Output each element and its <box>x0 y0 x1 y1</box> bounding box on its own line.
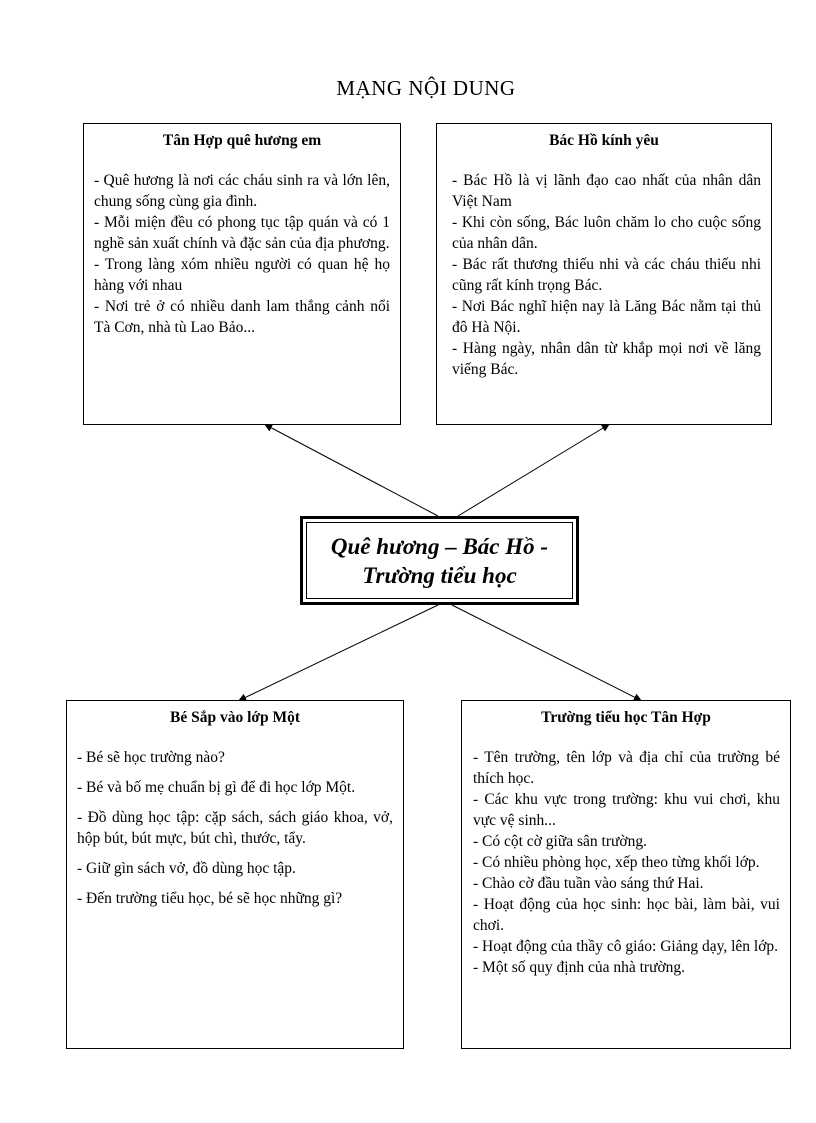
list-item: - Trong làng xóm nhiều người có quan hệ họ hàng với nhau <box>94 256 390 294</box>
central-topic-line-1: Quê hương – Bác Hồ - <box>330 533 549 559</box>
list-item: - Đến trường tiểu học, bé sẽ học những gì? <box>77 890 343 907</box>
box-be-vao-lop-mot <box>66 700 404 1049</box>
list-item: - Chào cờ đầu tuần vào sáng thứ Hai. <box>473 875 704 892</box>
list-item: - Bác Hồ là vị lãnh đạo cao nhất của nhân dân Việt Nam <box>452 172 761 210</box>
list-item: - Bé sẽ học trường nào? <box>77 749 225 766</box>
list-item: - Nơi trẻ ở có nhiều danh lam thắng cảnh nổi Tà Cơn, nhà tù Lao Bảo... <box>94 298 390 336</box>
box-que-huong <box>83 123 401 425</box>
list-item: - Nơi Bác nghĩ hiện nay là Lăng Bác nằm tại thủ đô Hà Nội. <box>452 298 761 336</box>
list-item: - Bác rất thương thiếu nhi và các cháu thiếu nhi cũng rất kính trọng Bác. <box>452 256 761 294</box>
box-truong-tieu-hoc <box>461 700 791 1049</box>
list-item: - Có cột cờ giữa sân trường. <box>473 833 647 850</box>
central-topic <box>300 516 579 605</box>
central-topic-line-2: Trường tiểu học <box>362 562 517 588</box>
list-item: - Các khu vực trong trường: khu vui chơi, khu vực vệ sinh... <box>473 791 780 829</box>
arrow-to-top-right <box>458 425 608 516</box>
box-title: Trường tiểu học Tân Hợp <box>541 709 711 726</box>
list-item: - Hoạt động của học sinh: học bài, làm bài, vui chơi. <box>473 896 780 934</box>
arrow-to-bottom-left <box>240 605 438 700</box>
box-bac-ho <box>436 123 772 425</box>
list-item: - Hàng ngày, nhân dân từ khắp mọi nơi về lăng viếng Bác. <box>452 340 761 378</box>
list-item: - Mỗi miện đều có phong tục tập quán và có 1 nghề sản xuất chính và đặc sản của địa phương. <box>94 214 390 252</box>
list-item: - Một số quy định của nhà trường. <box>473 959 686 976</box>
list-item: - Tên trường, tên lớp và địa chỉ của trường bé thích học. <box>473 749 780 787</box>
page-title: MẠNG NỘI DUNG <box>336 76 516 100</box>
list-item: - Hoạt động của thầy cô giáo: Giảng dạy, lên lớp. <box>473 938 779 955</box>
list-item: - Có nhiều phòng học, xếp theo từng khối lớp. <box>473 854 760 871</box>
box-title: Bác Hồ kính yêu <box>549 132 659 149</box>
box-title: Bé Sắp vào lớp Một <box>169 709 300 726</box>
box-title: Tân Hợp quê hương em <box>162 132 322 149</box>
arrow-to-top-left <box>266 425 438 516</box>
list-item: - Giữ gìn sách vở, đồ dùng học tập. <box>77 860 296 877</box>
list-item: - Bé và bố mẹ chuẩn bị gì để đi học lớp Một. <box>77 779 356 796</box>
list-item: - Đồ dùng học tập: cặp sách, sách giáo khoa, vở, hộp bút, bút mực, bút chì, thước, tẩy. <box>77 809 393 847</box>
list-item: - Khi còn sống, Bác luôn chăm lo cho cuộc sống của nhân dân. <box>452 214 761 252</box>
arrow-to-bottom-right <box>452 605 640 700</box>
central-topic-text <box>306 522 573 599</box>
list-item: - Quê hương là nơi các cháu sinh ra và lớn lên, chung sống cùng gia đình. <box>94 172 390 210</box>
